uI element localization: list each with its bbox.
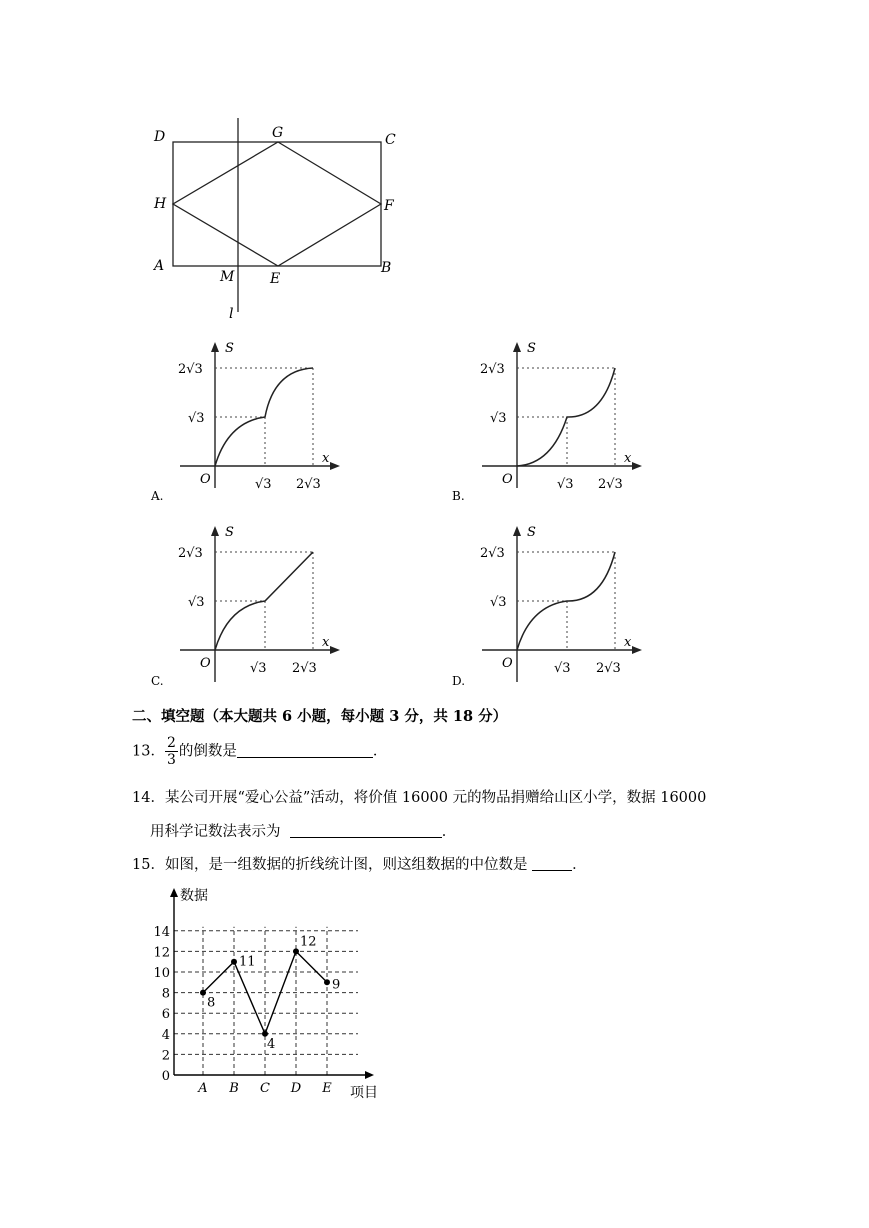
data-point [200, 990, 206, 996]
axis-s-label: S [225, 525, 234, 540]
frac-den: 3 [166, 752, 176, 768]
option-b-label[interactable]: B. [452, 489, 465, 503]
y-tick-label: 0 [161, 1069, 170, 1084]
question-14-line2 [150, 820, 456, 841]
x-tick-label: A [198, 1081, 208, 1096]
data-point [324, 979, 330, 985]
x-tick-label: D [290, 1081, 302, 1096]
origin-label: O [200, 472, 211, 487]
axis-x-label: x [322, 635, 330, 650]
tick-y1: √3 [490, 595, 507, 610]
option-d-label[interactable]: D. [452, 674, 466, 688]
label-m: M [220, 269, 235, 285]
section-title: 二、填空题（本大题共 6 小题，每小题 3 分，共 18 分） [132, 708, 508, 725]
tick-x1: √3 [255, 477, 272, 492]
origin-label: O [502, 656, 513, 671]
label-l: l [229, 306, 234, 322]
tick-x2: 2√3 [596, 661, 621, 676]
data-point [293, 948, 299, 954]
tick-y2: 2√3 [178, 362, 203, 377]
q13-answer-blank[interactable] [237, 743, 373, 758]
axis-x-label: x [624, 635, 632, 650]
tick-x2: 2√3 [598, 477, 623, 492]
y-tick-label: 6 [161, 1007, 170, 1023]
data-label: 12 [300, 934, 317, 950]
y-tick-label: 10 [153, 966, 170, 981]
q15-end: ． [572, 857, 587, 873]
chart-series [200, 934, 340, 1051]
label-d: D [154, 129, 166, 145]
axis-s-label: S [527, 525, 536, 540]
curve-d [517, 552, 615, 650]
question-13 [132, 735, 387, 768]
tick-y2: 2√3 [480, 546, 505, 561]
axis-s-label: S [225, 341, 234, 356]
tick-y1: √3 [188, 595, 205, 610]
tick-x2: 2√3 [296, 477, 321, 492]
origin-label: O [502, 472, 513, 487]
tick-y2: 2√3 [178, 546, 203, 561]
q15-answer-blank[interactable] [532, 856, 572, 871]
data-label: 4 [267, 1036, 276, 1052]
label-c: C [385, 132, 396, 148]
data-label: 8 [207, 995, 216, 1011]
label-h: H [154, 196, 167, 212]
chart-grid [174, 927, 358, 1075]
data-point [231, 959, 237, 965]
option-a-label[interactable]: A. [151, 489, 164, 503]
q13-number: 13． [132, 743, 165, 760]
y-axis-arrow [170, 888, 178, 897]
label-b: B [381, 260, 392, 276]
tick-y1: √3 [188, 411, 205, 426]
option-a-graph [170, 338, 350, 503]
question-15 [132, 853, 587, 874]
frac-num: 2 [166, 735, 176, 751]
label-g: G [272, 125, 284, 141]
tick-x1: √3 [557, 477, 574, 492]
axis-s-label: S [527, 341, 536, 356]
origin-label: O [200, 656, 211, 671]
x-axis-title: 项目 [350, 1085, 378, 1101]
y-axis-title: 数据 [180, 888, 208, 904]
q13-text: 的倒数是 [178, 743, 237, 760]
q13-end: ． [372, 743, 388, 760]
fraction-two-thirds [165, 735, 178, 768]
option-c-label[interactable]: C. [151, 674, 164, 688]
tick-y1: √3 [490, 411, 507, 426]
question-14-line1: 14．某公司开展“爱心公益”活动，将价值 16000 元的物品捐赠给山区小学，数据 16000 [132, 790, 707, 806]
tick-x1: √3 [250, 661, 267, 676]
data-label: 11 [239, 954, 256, 970]
q14-answer-blank[interactable] [290, 823, 442, 838]
y-tick-label: 4 [161, 1027, 170, 1043]
option-b-graph [472, 338, 652, 503]
x-tick-label: C [260, 1081, 270, 1096]
rhombus-efgh [173, 142, 381, 266]
y-tick-label: 8 [161, 986, 170, 1002]
line-chart [140, 880, 400, 1105]
y-tick-label: 12 [153, 945, 170, 961]
x-tick-label: E [322, 1081, 332, 1096]
curve-b [517, 368, 615, 466]
option-d-graph [472, 522, 652, 687]
tick-x2: 2√3 [292, 661, 317, 676]
q15-text: 15．如图，是一组数据的折线统计图，则这组数据的中位数是 [132, 857, 528, 873]
label-e: E [270, 271, 281, 287]
axis-x-label: x [322, 451, 330, 466]
tick-x1: √3 [554, 661, 571, 676]
q14-text: 用科学记数法表示为 [150, 824, 281, 840]
label-f: F [384, 198, 394, 214]
x-tick-label: B [229, 1081, 239, 1096]
tick-y2: 2√3 [480, 362, 505, 377]
y-tick-label: 14 [153, 924, 170, 940]
chart-ticks [153, 925, 332, 1096]
curve-a [215, 368, 313, 466]
rectangle-figure [140, 110, 420, 325]
option-c-graph [170, 522, 350, 687]
curve-c [215, 552, 313, 650]
data-label: 9 [332, 977, 341, 993]
label-a: A [154, 258, 165, 274]
q14-end: ． [441, 824, 457, 840]
x-axis-arrow [365, 1071, 374, 1079]
axis-x-label: x [624, 451, 632, 466]
rectangle-abcd [173, 142, 381, 266]
y-tick-label: 2 [161, 1048, 170, 1064]
